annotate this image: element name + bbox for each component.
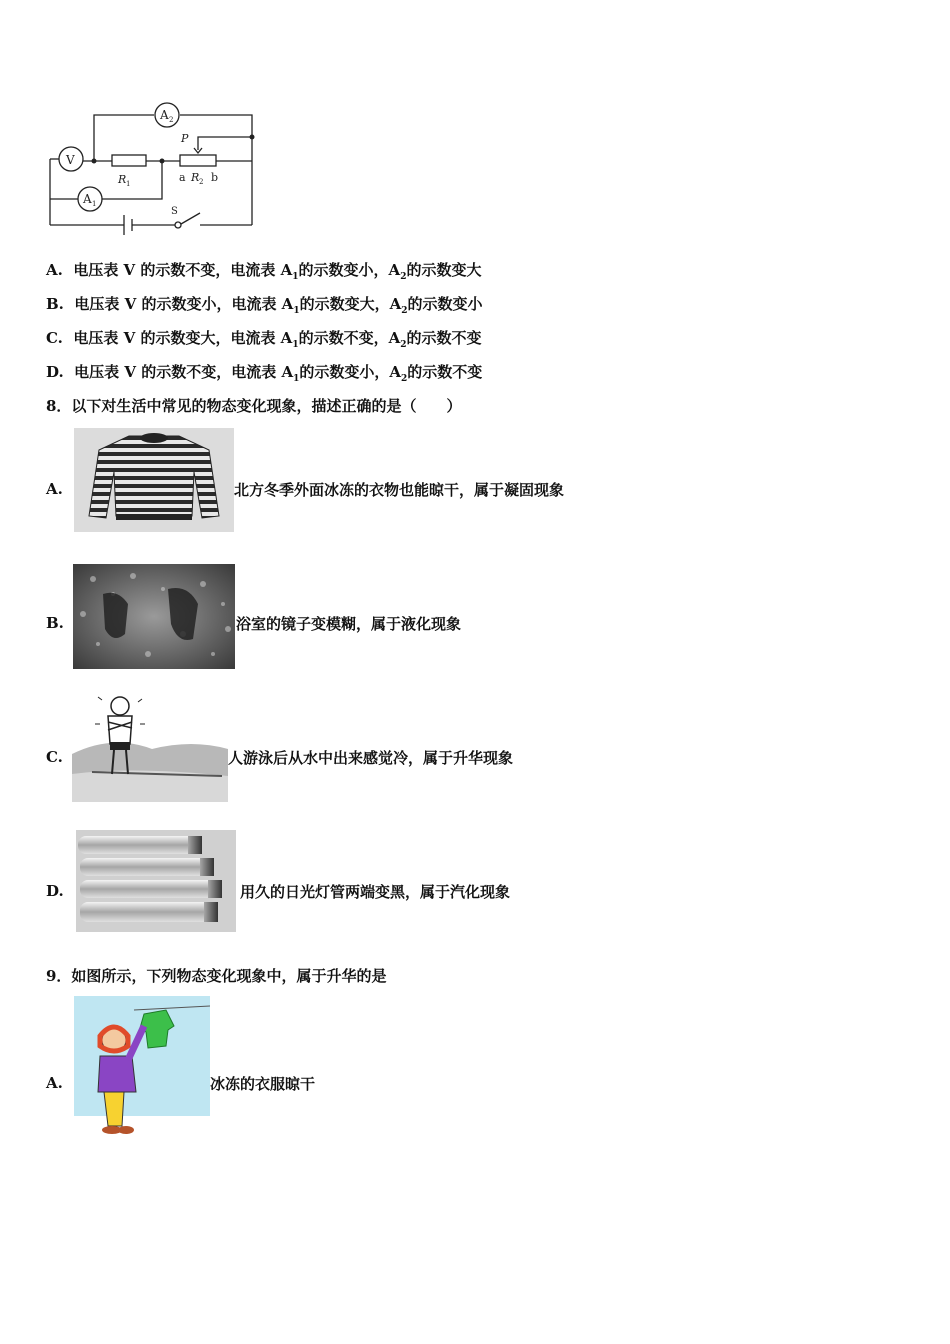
switch-s-label: S (171, 206, 178, 217)
ammeter-a1-label: A (83, 192, 92, 206)
striped-sweater-image (74, 428, 234, 532)
q7-option-b[interactable]: B. 电压表 V 的示数变小，电流表 $A_1$的示数变大，$A_2$的示数变小 (46, 295, 483, 316)
q8-option-a-letter[interactable]: A. (46, 480, 63, 498)
fogged-mirror-image (73, 564, 235, 669)
q8-option-c-letter[interactable]: C. (46, 748, 63, 766)
ammeter-a2-sub: 2 (169, 116, 174, 124)
r2-end-a: a (179, 171, 186, 184)
r1-sub: 1 (126, 180, 131, 188)
q8-option-b-letter[interactable]: B. (46, 614, 64, 632)
r2-sub: 2 (199, 178, 204, 186)
q7-option-a[interactable]: A. 电压表 V 的示数不变，电流表 $A_1$的示数变小，$A_2$的示数变大 (46, 261, 482, 282)
q9-stem: 9．如图所示，下列物态变化现象中，属于升华的是 (46, 967, 387, 985)
q8-stem: 8．以下对生活中常见的物态变化现象，描述正确的是（ ） (46, 397, 462, 415)
r2-label: R (191, 171, 200, 184)
q7-option-d[interactable]: D. 电压表 V 的示数不变，电流表 $A_1$的示数变小，$A_2$的示数不变 (46, 363, 483, 384)
q7-option-c[interactable]: C. 电压表 V 的示数变大，电流表 $A_1$的示数不变，$A_2$的示数不变 (46, 329, 482, 350)
child-hanging-clothes-image (74, 996, 210, 1142)
q8-option-c-text: 人游泳后从水中出来感觉冷，属于升华现象 (228, 749, 514, 767)
q8-option-d-text: 用久的日光灯管两端变黑，属于汽化现象 (240, 883, 511, 901)
q8-option-b-text: 浴室的镜子变模糊，属于液化现象 (236, 615, 462, 633)
q8-option-a-text: 北方冬季外面冰冻的衣物也能晾干，属于凝固现象 (234, 481, 565, 499)
voltmeter-label: V (66, 153, 75, 167)
shivering-swimmer-image (72, 694, 228, 802)
circuit-diagram (40, 95, 270, 235)
q8-option-d-letter[interactable]: D. (46, 882, 64, 900)
fluorescent-tubes-image (76, 830, 236, 932)
slider-p-label: P (181, 132, 189, 145)
q9-option-a-letter[interactable]: A. (46, 1074, 63, 1092)
ammeter-a1-sub: 1 (92, 200, 97, 208)
ammeter-a2-label: A (160, 108, 169, 122)
r2-end-b: b (211, 171, 219, 184)
r1-label: R (118, 173, 127, 186)
q9-option-a-text: 冰冻的衣服晾干 (210, 1075, 316, 1093)
